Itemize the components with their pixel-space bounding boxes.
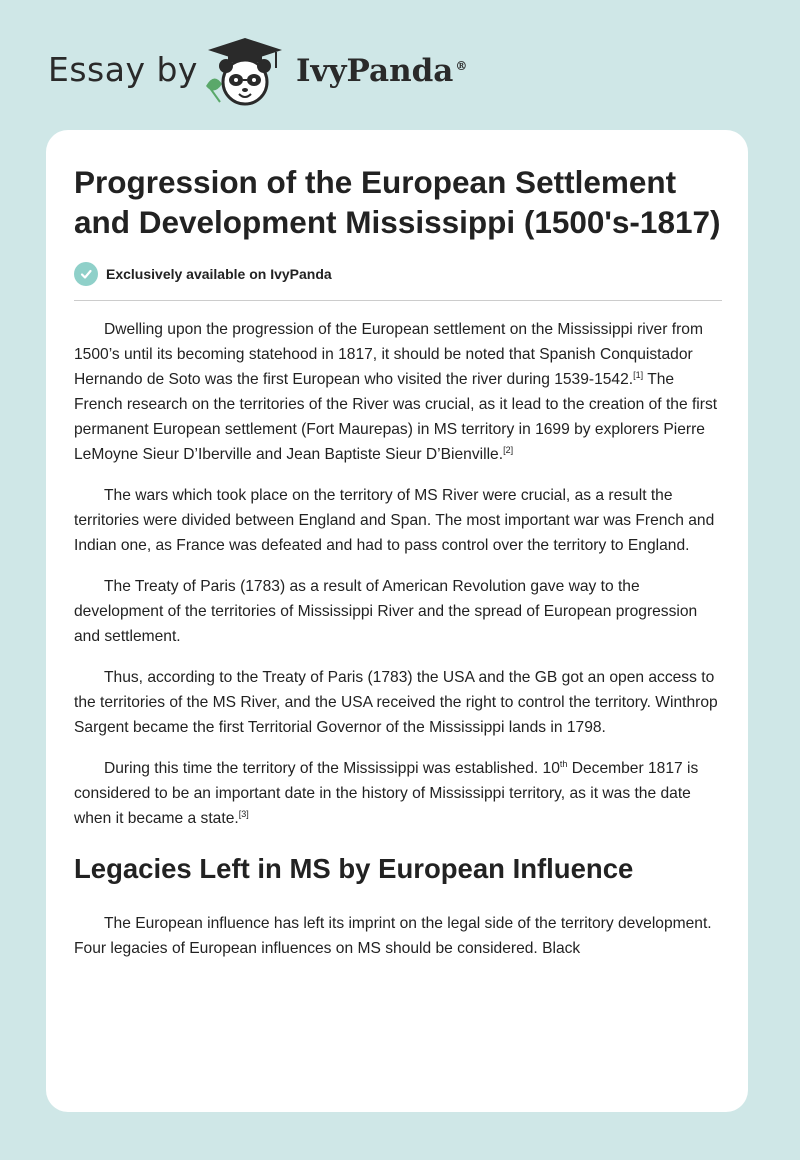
essay-by-label: Essay by xyxy=(48,50,198,89)
panda-logo-icon xyxy=(200,36,290,108)
paragraph-5-text-b: December 1817 is considered to be an important date in the history of Mississippi territory, as it was the date when it became a state. xyxy=(74,760,699,827)
paragraph-5 xyxy=(74,756,722,831)
paragraph-2: The wars which took place on the territory of MS River were crucial, as a result the territories were divided between England and Span. The most important war was French and Indian one, as France was defeated and had to pass control over the territory to England. xyxy=(74,487,715,554)
paragraph-5-text-a: During this time the territory of the Mississippi was established. 10 xyxy=(104,760,560,777)
exclusive-label: Exclusively available on IvyPanda xyxy=(106,266,332,282)
essay-card xyxy=(46,130,748,1112)
footnote-ref-2[interactable]: [2] xyxy=(503,444,514,455)
section-heading: Legacies Left in MS by European Influence xyxy=(74,853,634,884)
divider xyxy=(74,300,722,301)
essay-title: Progression of the European Settlement and Development Mississippi (1500's-1817) xyxy=(74,164,721,240)
paragraph-3: The Treaty of Paris (1783) as a result of American Revolution gave way to the development of the territories of Mississippi River and the spread of European progression and settlement. xyxy=(74,578,698,645)
essay-body xyxy=(74,317,722,961)
paragraph-1 xyxy=(74,317,722,467)
paragraph-1-text-b: The French research on the territories of the River was crucial, as it lead to the creation of the first permanent European settlement (Fort Maurepas) in MS territory in 1699 by explorers Pierre LeMoyne Sieur D’Iberville and Jean Baptiste Sieur D’Bienville. xyxy=(74,371,718,463)
essay-content xyxy=(74,162,722,977)
registered-mark: ® xyxy=(455,58,468,73)
brand-name-text: IvyPanda xyxy=(296,53,454,89)
paragraph-4: Thus, according to the Treaty of Paris (1783) the USA and the GB got an open access to the territories of the MS River, and the USA received the right to control the territory. Winthrop Sargent became the first Territorial Governor of the Mississippi lands in 1798. xyxy=(74,669,718,736)
ordinal-suffix: th xyxy=(559,758,568,769)
footnote-ref-3[interactable]: [3] xyxy=(238,808,249,819)
check-icon xyxy=(74,262,98,286)
paragraph-1-text-a: Dwelling upon the progression of the European settlement on the Mississippi river from 1500’s until its becoming statehood in 1817, it should be noted that Spanish Conquistador Hernando de Soto was the first European who visited the river during 1539-1542. xyxy=(74,321,703,388)
exclusive-badge xyxy=(74,261,722,287)
brand-name xyxy=(296,53,467,89)
footnote-ref-1[interactable]: [1] xyxy=(633,369,644,380)
paragraph-6: The European influence has left its imprint on the legal side of the territory development. Four legacies of European influences on MS should be considered. Black xyxy=(74,915,712,957)
brand-header xyxy=(48,36,468,106)
